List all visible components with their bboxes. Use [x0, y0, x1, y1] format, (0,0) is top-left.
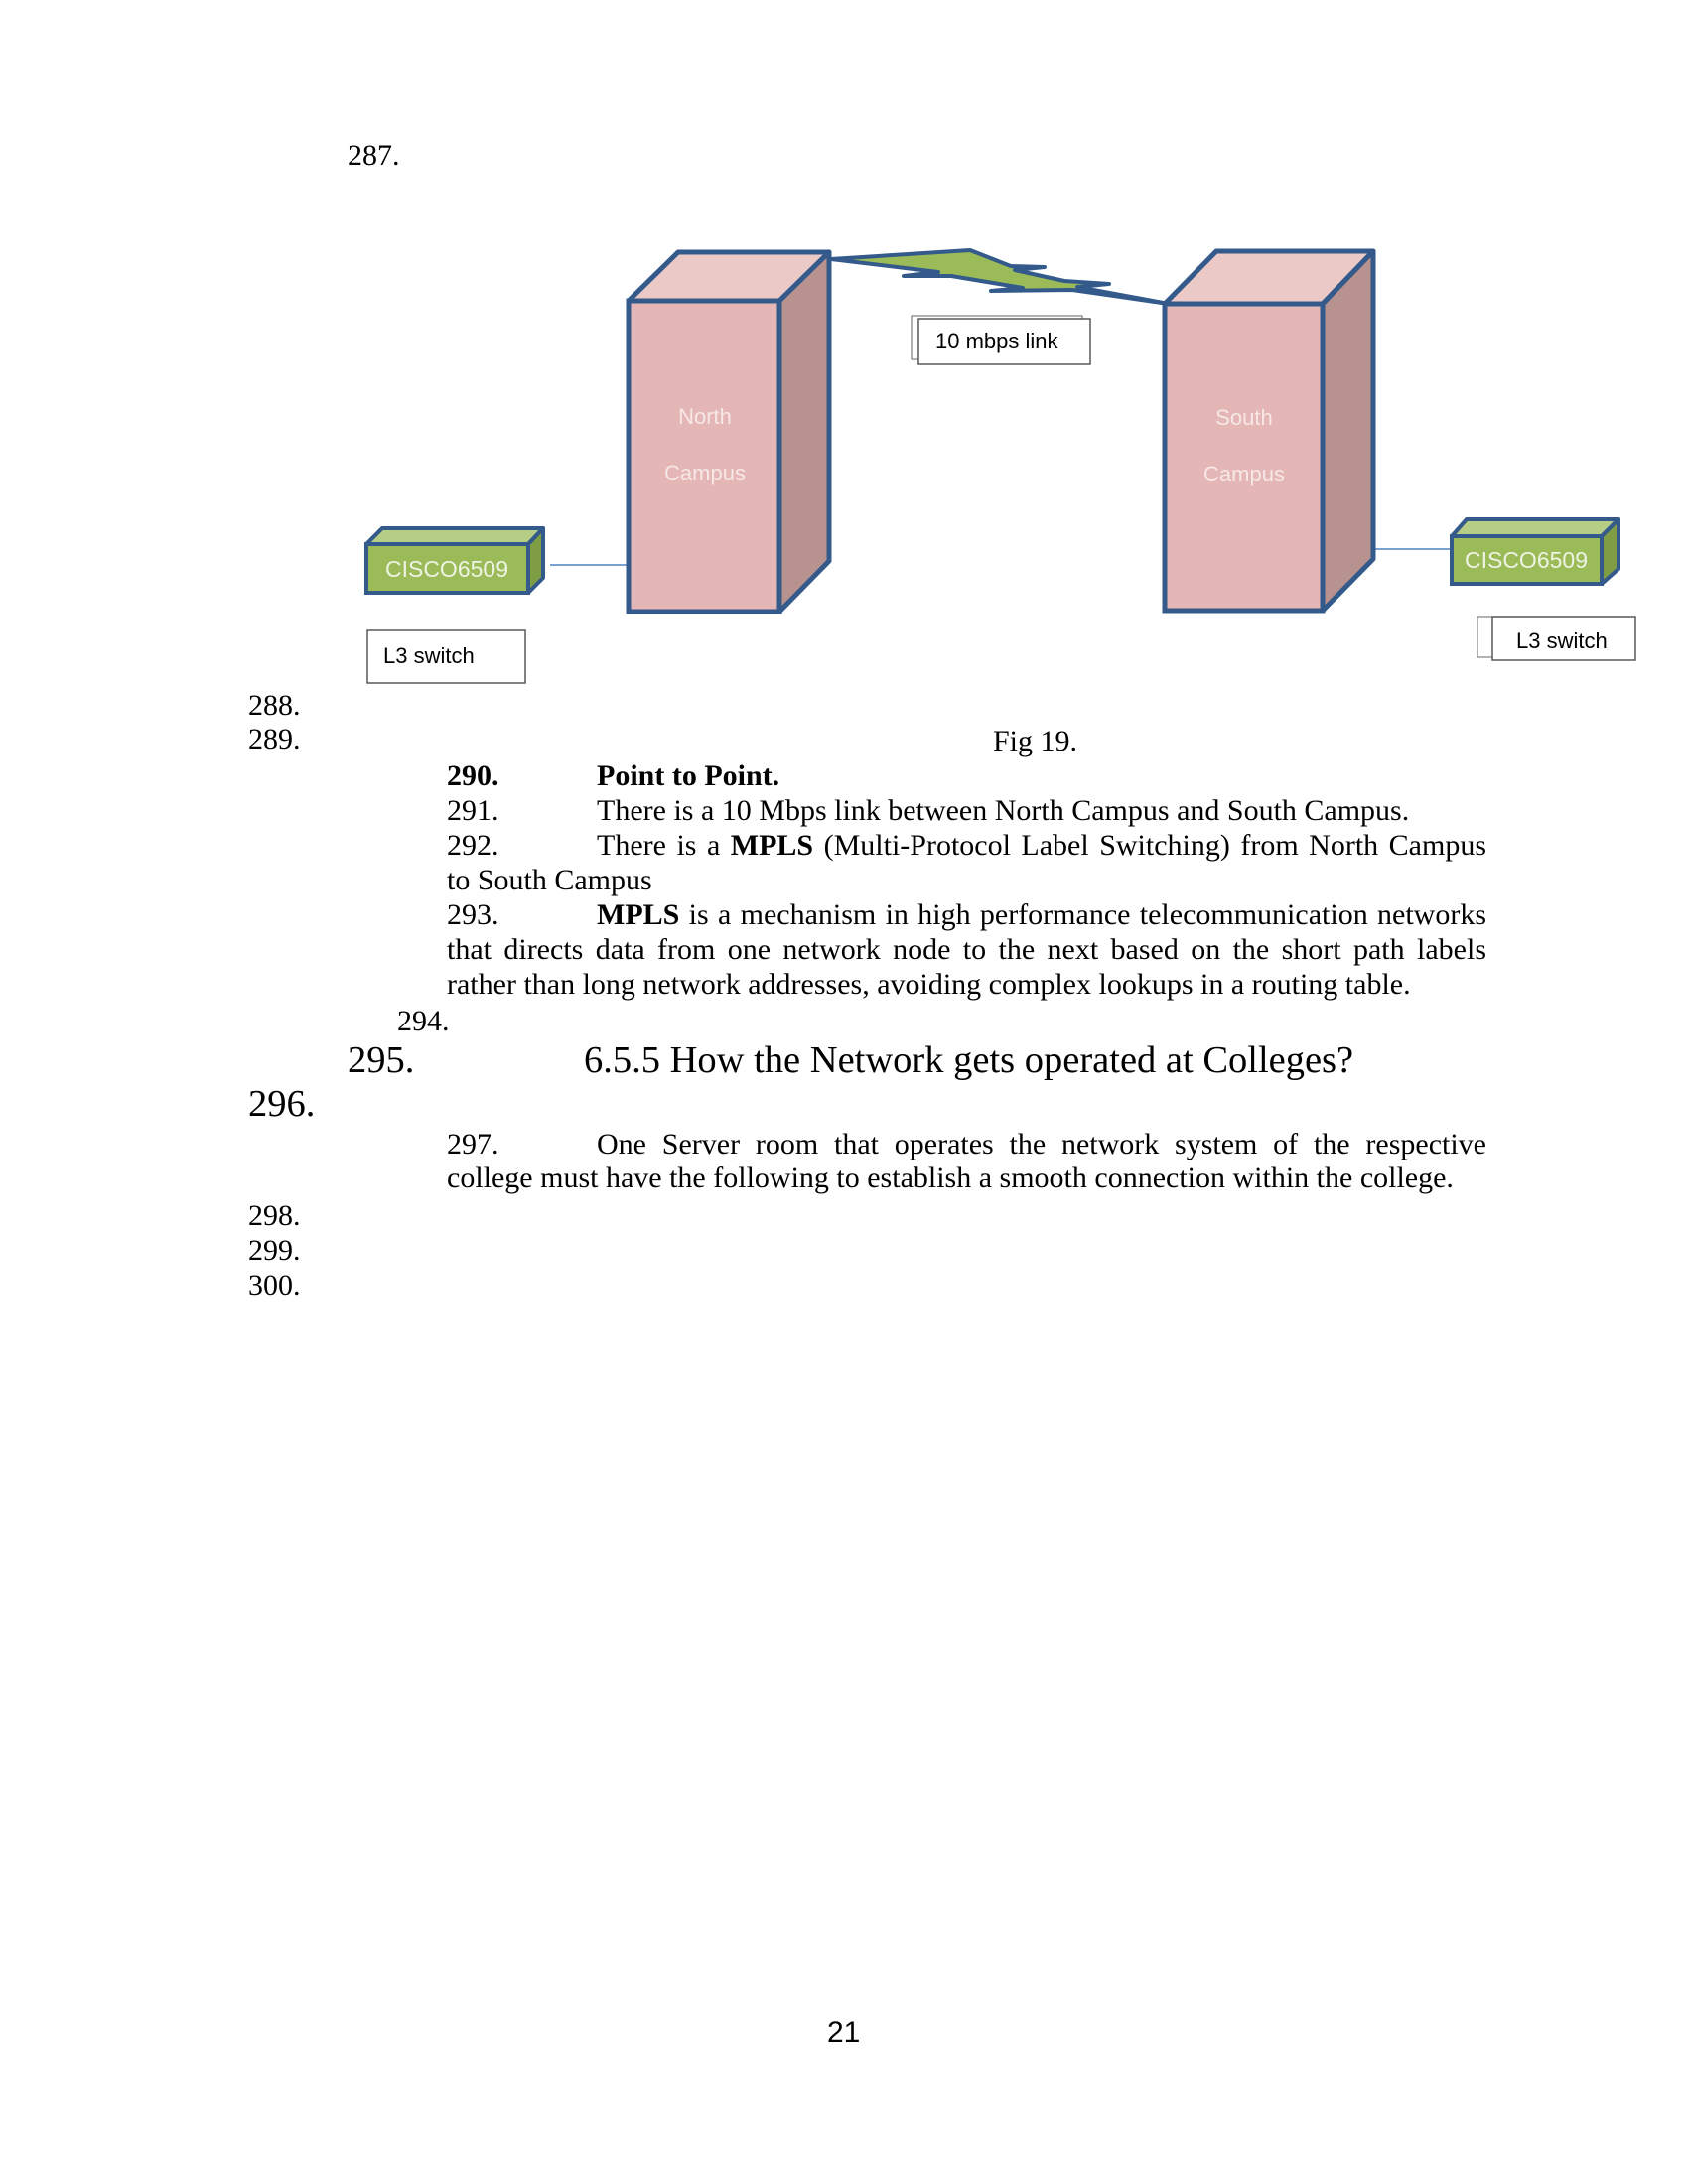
line-number-289: 289.	[248, 723, 301, 755]
line-number-290: 290.	[447, 759, 499, 792]
line-number-294: 294.	[397, 1005, 450, 1037]
line-number-291: 291.	[447, 794, 499, 827]
left-switch-top	[366, 528, 543, 544]
line-number-292: 292.	[447, 829, 499, 862]
south-campus-building	[1165, 251, 1373, 611]
north-building-side	[779, 252, 829, 612]
line-number-297: 297.	[447, 1128, 499, 1160]
section-heading: 6.5.5 How the Network gets operated at Colleges?	[584, 1039, 1354, 1081]
page-number: 21	[827, 2016, 861, 2049]
paragraph-292-post: (Multi-Protocol Label Switching) from North Campus	[813, 829, 1486, 862]
south-building-front	[1165, 304, 1323, 611]
paragraph-293-line2: that directs data from one network node to the next based on the short path labels	[447, 933, 1486, 966]
line-number-298: 298.	[248, 1199, 301, 1232]
left-switch-model: CISCO6509	[384, 556, 509, 582]
line-number-288: 288.	[248, 689, 301, 722]
paragraph-292-line1	[597, 831, 1486, 861]
right-switch-top	[1452, 519, 1618, 536]
north-campus-building	[629, 252, 829, 612]
line-number-296: 296.	[248, 1083, 316, 1125]
paragraph-297-line2: college must have the following to establish a smooth connection within the college.	[447, 1161, 1454, 1194]
paragraph-297-line1: One Server room that operates the network system of the respective	[597, 1128, 1486, 1160]
right-l3-label-text: L3 switch	[1516, 628, 1608, 653]
paragraph-293-post: is a mechanism in high performance telecommunication networks	[679, 898, 1486, 931]
section-title-point-to-point: Point to Point.	[597, 759, 780, 792]
link-label-box	[912, 316, 1090, 364]
network-diagram	[0, 0, 1688, 715]
right-switch-model: CISCO6509	[1464, 547, 1589, 573]
line-number-299: 299.	[248, 1234, 301, 1267]
right-l3-switch-label	[1477, 617, 1635, 660]
right-cisco-switch	[1452, 519, 1618, 584]
paragraph-292-pre: There is a	[597, 829, 731, 862]
paragraph-293-mpls: MPLS	[597, 898, 680, 931]
lightning-bolt-link-icon	[831, 250, 1169, 304]
left-l3-label-text: L3 switch	[383, 643, 475, 668]
paragraph-293-line3: rather than long network addresses, avoiding complex lookups in a routing table.	[447, 968, 1411, 1001]
line-number-287: 287.	[348, 139, 400, 172]
line-number-300: 300.	[248, 1269, 301, 1301]
south-building-side	[1323, 251, 1373, 611]
line-number-293: 293.	[447, 898, 499, 931]
paragraph-291-text: There is a 10 Mbps link between North Campus and South Campus.	[597, 794, 1410, 827]
left-l3-switch-label	[367, 630, 525, 683]
south-campus-label-line2: Campus	[1203, 462, 1285, 486]
line-number-295: 295.	[348, 1039, 415, 1081]
paragraph-292-line2: to South Campus	[447, 864, 652, 896]
paragraph-293-line1	[597, 900, 1486, 930]
south-campus-label-line1: South	[1215, 405, 1273, 430]
north-building-front	[629, 301, 779, 612]
left-cisco-switch	[366, 528, 543, 593]
figure-caption: Fig 19.	[993, 725, 1078, 757]
north-campus-label-line1: North	[678, 404, 732, 429]
north-campus-label-line2: Campus	[664, 461, 746, 485]
link-label-text: 10 mbps link	[935, 329, 1058, 353]
paragraph-292-mpls: MPLS	[730, 829, 814, 862]
